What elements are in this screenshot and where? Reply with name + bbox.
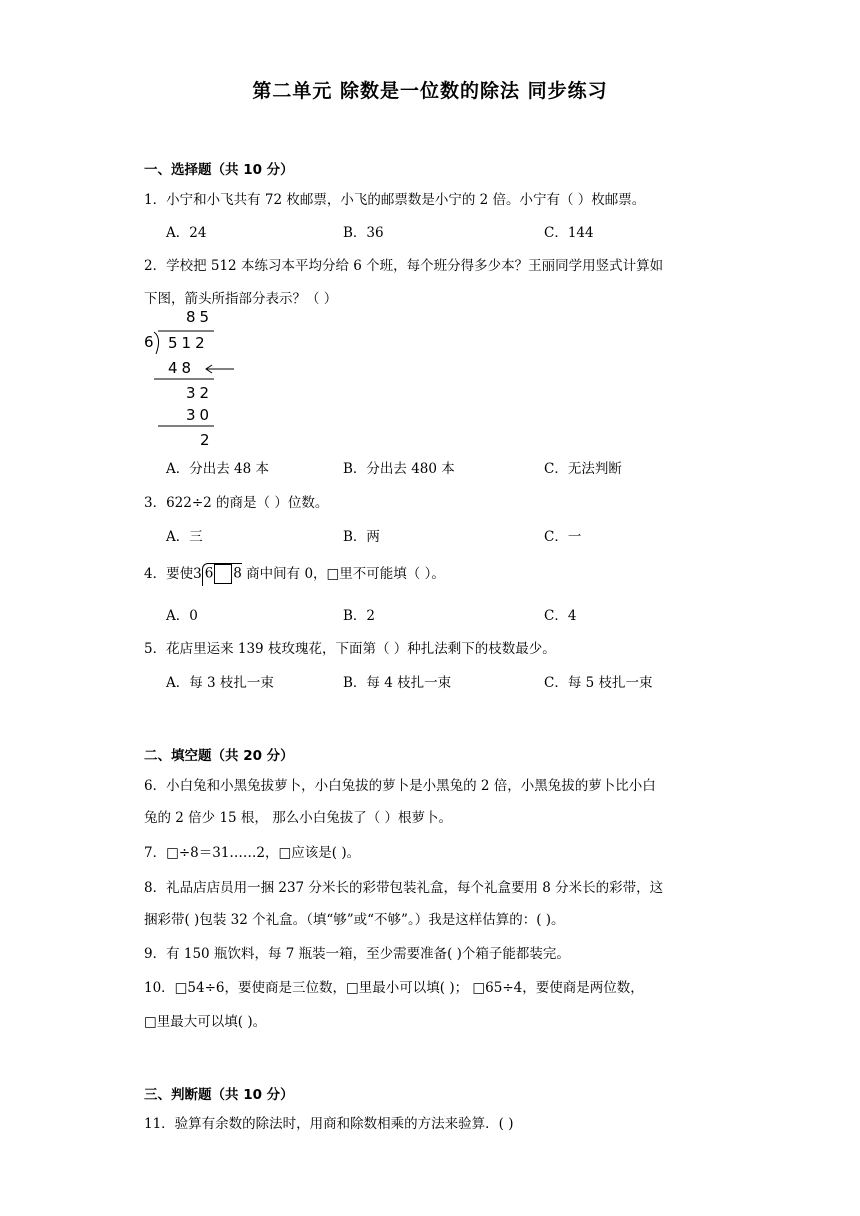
section-heading-choice: 一、选择题（共 10 分）: [144, 162, 294, 178]
question-10-line2: □里最大可以填( )。: [144, 1014, 267, 1030]
q3-option-b: B．两: [343, 529, 380, 545]
q4-digit-1: 6: [204, 565, 214, 582]
page-title: 第二单元 除数是一位数的除法 同步练习: [252, 80, 608, 102]
question-10-line1: 10．□54÷6，要使商是三位数，□里最小可以填( )； □65÷4，要使商是两位数，: [144, 980, 644, 996]
q4-option-b: B．2: [343, 608, 376, 624]
question-5: 5．花店里运来 139 枝玫瑰花，下面第（ ）种扎法剩下的枝数最少。: [144, 641, 556, 657]
question-1: 1．小宁和小飞共有 72 枚邮票，小飞的邮票数是小宁的 2 倍。小宁有（ ）枚邮票。: [144, 192, 646, 208]
division-remainder-32: 32: [186, 384, 214, 402]
division-divisor: 6: [144, 333, 158, 351]
q2-option-c: C．无法判断: [544, 461, 622, 477]
q2-option-b: B．分出去 480 本: [343, 461, 455, 477]
q4-division-bracket: [202, 563, 242, 586]
question-2-line1: 2．学校把 512 本练习本平均分给 6 个班，每个班分得多少本？王丽同学用竖式计算如: [144, 258, 664, 274]
division-final-remainder: 2: [200, 431, 214, 449]
q4-divisor: 3: [193, 566, 202, 582]
q5-option-a: A．每 3 枝扎一束: [166, 675, 274, 691]
q1-option-a: A．24: [166, 225, 207, 241]
q5-option-b: B．每 4 枝扎一束: [343, 675, 452, 691]
section-heading-judge: 三、判断题（共 10 分）: [144, 1087, 294, 1103]
q1-option-c: C．144: [544, 225, 594, 241]
q4-suffix: 商中间有 0，□里不可能填（ ）。: [246, 566, 445, 582]
question-3: 3．622÷2 的商是（ ）位数。: [144, 495, 329, 511]
q3-option-c: C．一: [544, 529, 582, 545]
division-dividend: 512: [168, 334, 209, 352]
question-6-line2: 兔的 2 倍少 15 根， 那么小白兔拔了（ ）根萝卜。: [144, 810, 453, 826]
division-quotient: 85: [186, 308, 214, 326]
question-7: 7．□÷8＝31……2，□应该是( )。: [144, 845, 361, 861]
q1-option-b: B．36: [343, 225, 384, 241]
q4-option-a: A．0: [166, 608, 198, 624]
q5-option-c: C．每 5 枝扎一束: [544, 675, 653, 691]
division-partial-30: 30: [186, 406, 214, 424]
question-8-line1: 8．礼品店店员用一捆 237 分米长的彩带包装礼盒，每个礼盒要用 8 分米长的彩带，这: [144, 880, 664, 896]
question-2-line2: 下图，箭头所指部分表示？（ ）: [144, 291, 338, 307]
section-heading-fill: 二、填空题（共 20 分）: [144, 748, 294, 764]
long-division-figure: [142, 308, 242, 458]
q4-option-c: C．4: [544, 608, 577, 624]
question-11: 11．验算有余数的除法时，用商和除数相乘的方法来验算．( ): [144, 1116, 514, 1132]
question-8-line2: 捆彩带( )包装 32 个礼盒。（填“够”或“不够”。）我是这样估算的：( )。: [144, 912, 565, 928]
q2-option-a: A．分出去 48 本: [166, 461, 270, 477]
q4-blank-box[interactable]: [214, 564, 232, 584]
division-bracket-lines: [142, 308, 242, 458]
q3-option-a: A．三: [166, 529, 203, 545]
q4-digit-3: 8: [233, 565, 242, 582]
question-9: 9．有 150 瓶饮料，每 7 瓶装一箱，至少需要准备( )个箱子能都装完。: [144, 946, 570, 962]
question-4: [144, 562, 445, 586]
question-6-line1: 6．小白兔和小黑兔拔萝卜，小白兔拔的萝卜是小黑兔的 2 倍，小黑兔拔的萝卜比小白: [144, 778, 656, 794]
division-partial-48: 48: [168, 359, 196, 377]
q4-prefix: 4．要使: [144, 566, 194, 582]
